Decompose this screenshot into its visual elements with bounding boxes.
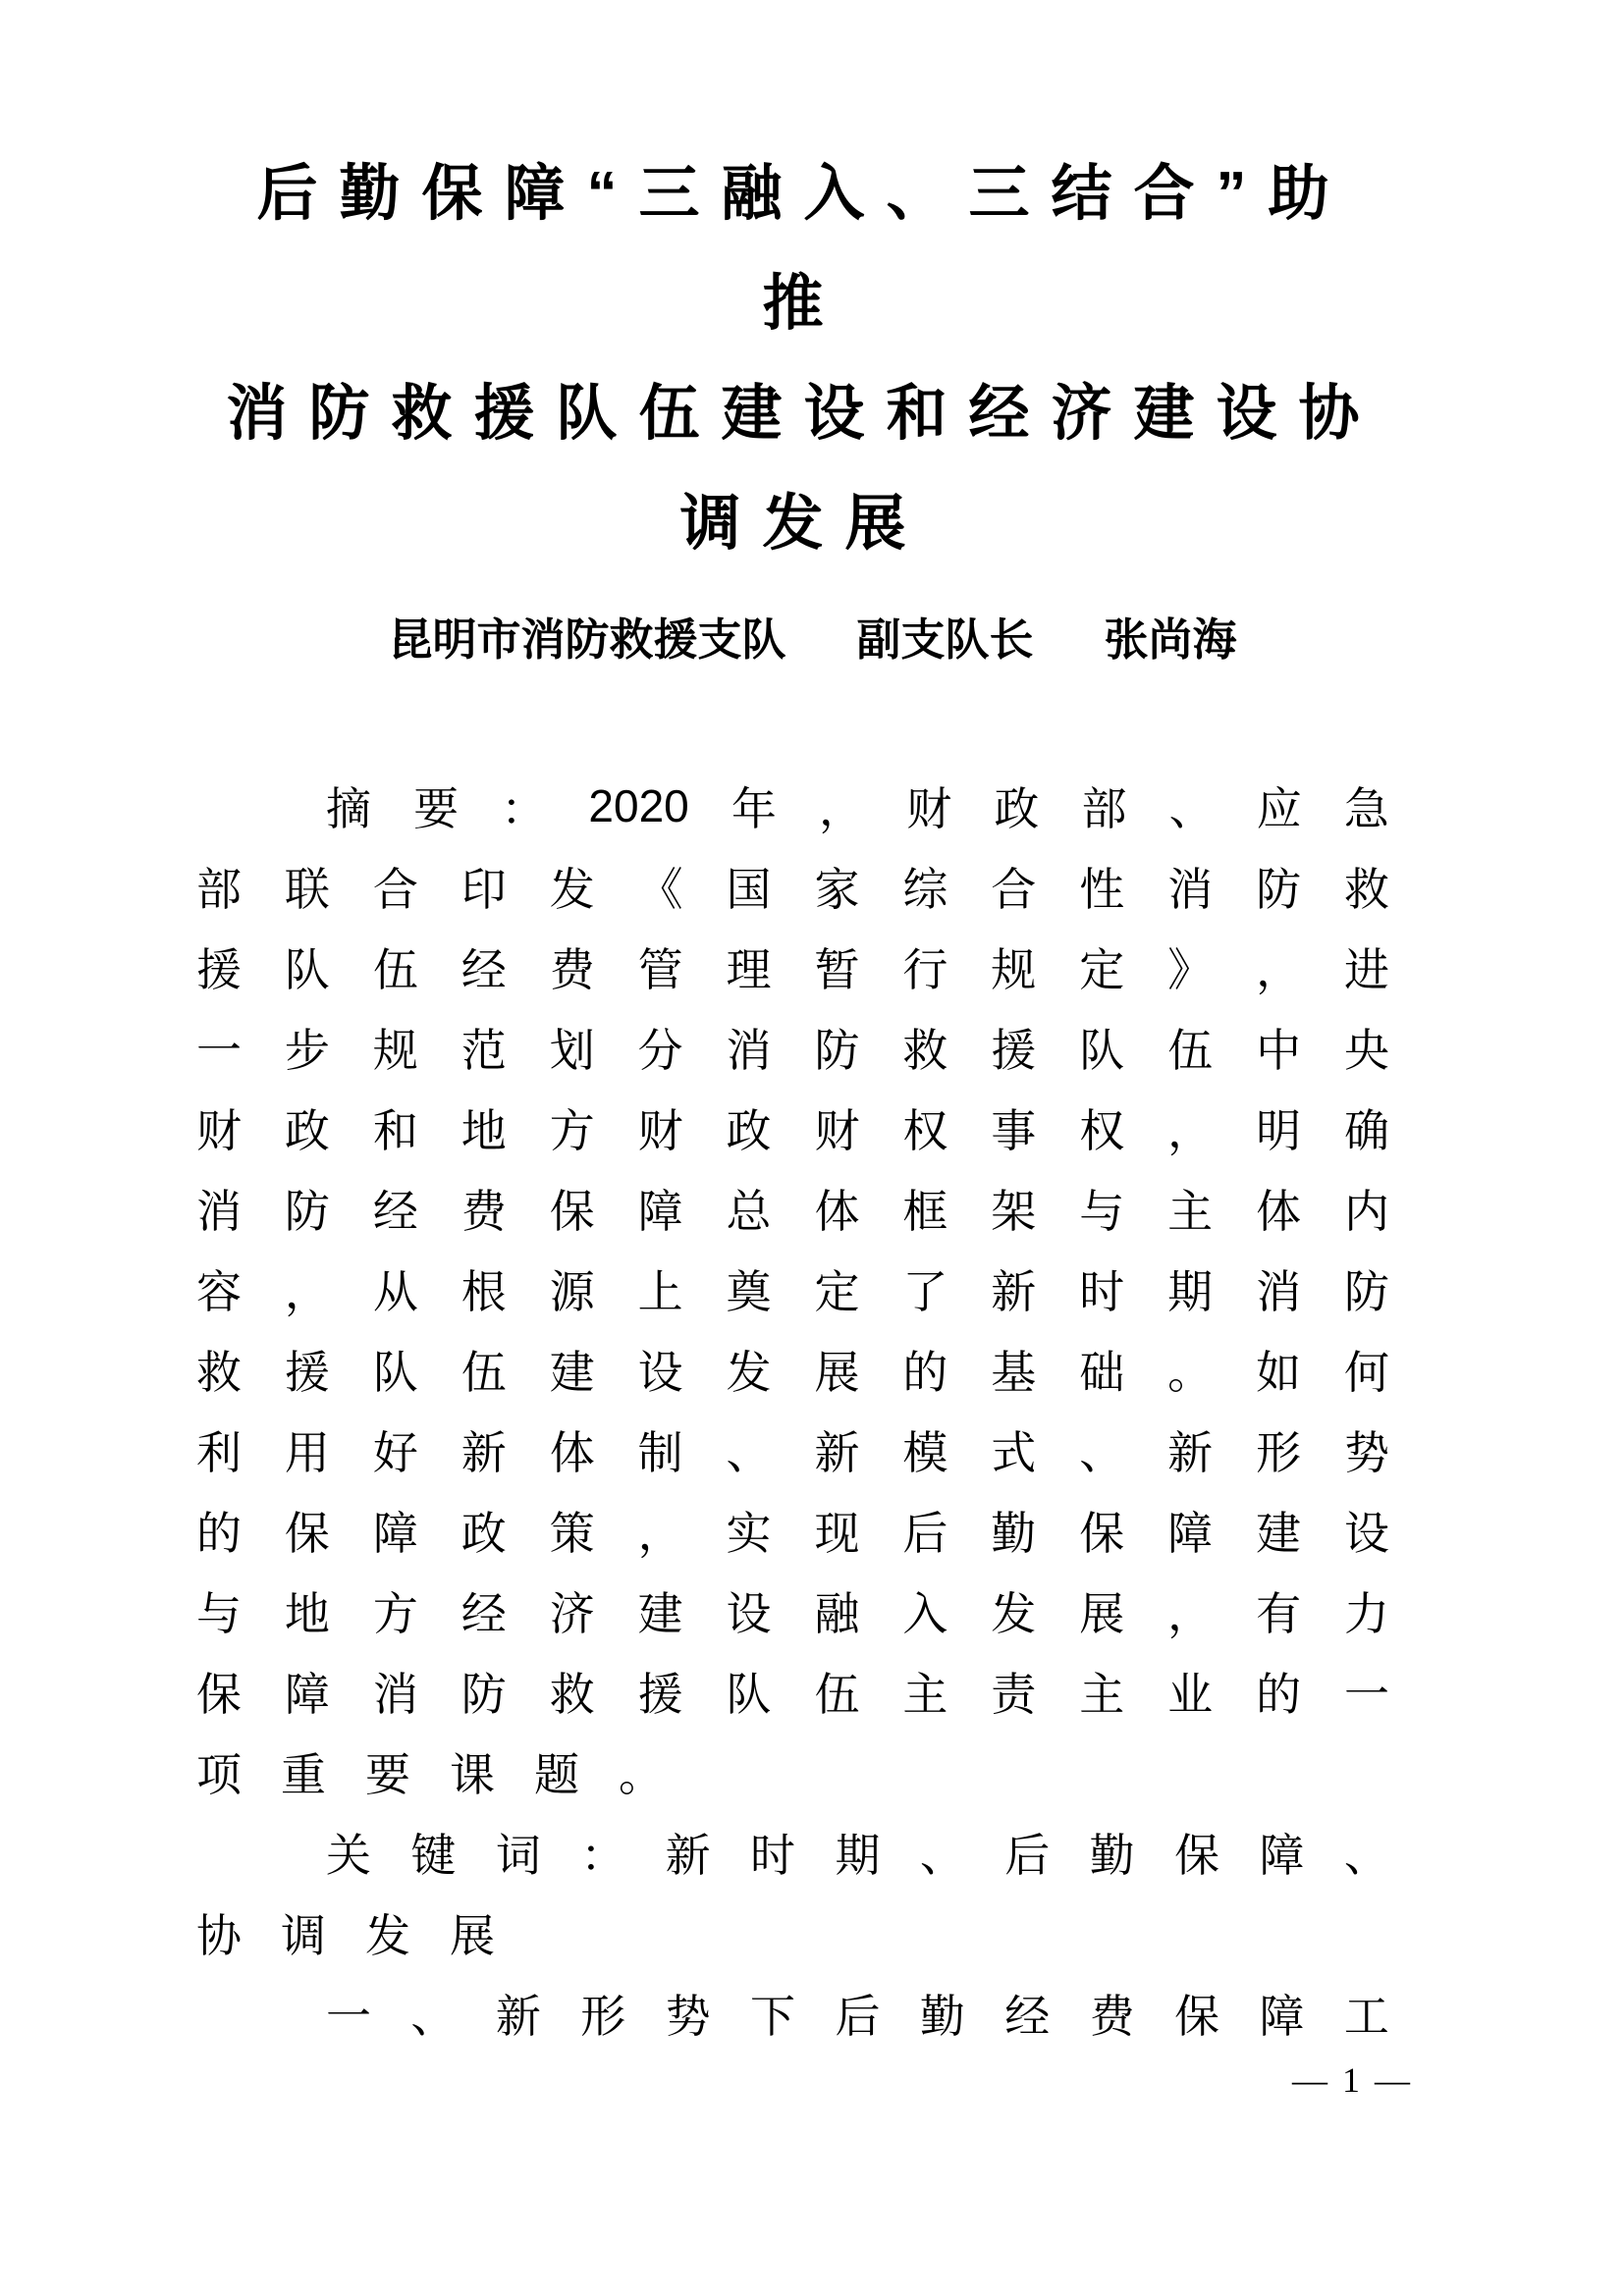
text-line xyxy=(196,927,1389,1007)
text-token: 队 xyxy=(372,1347,418,1398)
text-token: 的 xyxy=(902,1347,948,1398)
text-token: 时 xyxy=(1079,1266,1125,1317)
text-token: 明 xyxy=(1256,1105,1302,1156)
text-token: 后 xyxy=(1004,1830,1051,1881)
text-token: 新 xyxy=(991,1266,1037,1317)
text-token: 制 xyxy=(637,1427,683,1478)
text-token: 体 xyxy=(1256,1186,1302,1237)
text-token: 政 xyxy=(460,1508,507,1559)
text-token: 队 xyxy=(284,944,330,995)
text-token: 工 xyxy=(1343,1991,1389,2042)
text-token: 财 xyxy=(196,1105,242,1156)
text-token: 暂 xyxy=(814,944,860,995)
text-token: 实 xyxy=(726,1508,772,1559)
text-token: 、 xyxy=(1343,1830,1389,1881)
text-token: 规 xyxy=(372,1025,418,1076)
text-token: 救 xyxy=(1343,864,1389,915)
text-token: 一 xyxy=(1343,1669,1389,1720)
text-token: 权 xyxy=(902,1105,948,1156)
text-token: 重 xyxy=(281,1749,326,1800)
text-token: 经 xyxy=(460,944,507,995)
text-token: 综 xyxy=(902,864,948,915)
text-token: 援 xyxy=(284,1347,330,1398)
text-token: 消 xyxy=(196,1186,242,1237)
text-line xyxy=(196,1973,1389,2054)
text-token: 勤 xyxy=(919,1991,965,2042)
text-token: 。 xyxy=(619,1749,664,1800)
text-token: 期 xyxy=(1167,1266,1214,1317)
text-token: 形 xyxy=(1256,1427,1302,1478)
text-token: 队 xyxy=(1079,1025,1125,1076)
text-token: 防 xyxy=(814,1025,860,1076)
text-line xyxy=(196,1893,1389,1973)
text-token: 划 xyxy=(549,1025,595,1076)
text-token: 财 xyxy=(814,1105,860,1156)
text-token: 方 xyxy=(549,1105,595,1156)
text-token: 何 xyxy=(1343,1347,1389,1398)
text-token: 勤 xyxy=(991,1508,1037,1559)
text-token: 地 xyxy=(284,1588,330,1639)
text-token: 费 xyxy=(460,1186,507,1237)
text-token: 印 xyxy=(460,864,507,915)
text-token: 发 xyxy=(726,1347,772,1398)
text-token: 上 xyxy=(637,1266,683,1317)
text-token: 保 xyxy=(196,1669,242,1720)
text-token: 伍 xyxy=(814,1669,860,1720)
text-line xyxy=(196,846,1389,927)
text-token: 容 xyxy=(196,1266,242,1317)
text-token: 救 xyxy=(902,1025,948,1076)
text-line xyxy=(196,1249,1389,1329)
text-token: 源 xyxy=(549,1266,595,1317)
text-token: 防 xyxy=(1343,1266,1389,1317)
text-token: 利 xyxy=(196,1427,242,1478)
text-token: 架 xyxy=(991,1186,1037,1237)
text-token: 费 xyxy=(549,944,595,995)
text-token: 用 xyxy=(284,1427,330,1478)
text-token: 键 xyxy=(410,1830,457,1881)
text-token: ， xyxy=(637,1508,683,1559)
text-token: 融 xyxy=(814,1588,860,1639)
text-token: 好 xyxy=(372,1427,418,1478)
text-token: 保 xyxy=(1174,1830,1220,1881)
text-token: 时 xyxy=(750,1830,796,1881)
text-token: 障 xyxy=(1259,1991,1305,2042)
title-line-3: 消防救援队伍建设和经济建设协 xyxy=(226,380,1381,448)
text-token: 障 xyxy=(1167,1508,1214,1559)
text-token: 急 xyxy=(1343,783,1389,834)
text-token: 主 xyxy=(1167,1186,1214,1237)
text-token: 设 xyxy=(637,1347,683,1398)
text-token: 、 xyxy=(410,1991,457,2042)
text-token: 下 xyxy=(750,1991,796,2042)
text-token: 伍 xyxy=(460,1347,507,1398)
text-token: 定 xyxy=(814,1266,860,1317)
text-token: 部 xyxy=(1081,783,1127,834)
text-token: ， xyxy=(1167,1588,1214,1639)
text-token: 新 xyxy=(1167,1427,1214,1478)
text-token: 框 xyxy=(902,1186,948,1237)
text-token: 关 xyxy=(326,1830,371,1881)
byline-unit: 昆明市消防救援支队 xyxy=(388,614,786,665)
text-token: 2020 xyxy=(588,780,689,831)
text-token: 业 xyxy=(1167,1669,1214,1720)
text-token: 建 xyxy=(1256,1508,1302,1559)
text-token: 进 xyxy=(1343,944,1389,995)
text-token: 一 xyxy=(326,1991,371,2042)
text-token: 财 xyxy=(637,1105,683,1156)
text-token: 新 xyxy=(665,1830,711,1881)
text-token: 题 xyxy=(534,1749,579,1800)
text-token: 政 xyxy=(284,1105,330,1156)
text-token: 地 xyxy=(460,1105,507,1156)
text-token: ： xyxy=(580,1830,626,1881)
text-token: 队 xyxy=(726,1669,772,1720)
text-token: 政 xyxy=(726,1105,772,1156)
text-token: 确 xyxy=(1343,1105,1389,1156)
text-token: 新 xyxy=(460,1427,507,1478)
text-token: 从 xyxy=(372,1266,418,1317)
text-token: 力 xyxy=(1343,1588,1389,1639)
text-token: 总 xyxy=(726,1186,772,1237)
text-token: 一 xyxy=(196,1025,242,1076)
title-line-1: 后勤保障“三融入、三结合”助 xyxy=(256,160,1351,228)
title-line-2: 推 xyxy=(762,270,845,338)
text-token: 建 xyxy=(637,1588,683,1639)
text-token: 入 xyxy=(902,1588,948,1639)
text-token: 与 xyxy=(196,1588,242,1639)
text-token: ， xyxy=(819,783,865,834)
text-token: 建 xyxy=(549,1347,595,1398)
text-token: 理 xyxy=(726,944,772,995)
text-token: 政 xyxy=(994,783,1040,834)
text-token: 分 xyxy=(637,1025,683,1076)
text-token: 援 xyxy=(196,944,242,995)
text-token: 《 xyxy=(637,864,683,915)
text-token: 部 xyxy=(196,864,242,915)
text-token: 障 xyxy=(372,1508,418,1559)
text-token: 防 xyxy=(460,1669,507,1720)
text-token: 障 xyxy=(637,1186,683,1237)
text-line xyxy=(196,1571,1389,1651)
text-line xyxy=(196,1329,1389,1410)
text-token: 策 xyxy=(549,1508,595,1559)
text-token: 方 xyxy=(372,1588,418,1639)
text-token: 国 xyxy=(726,864,772,915)
text-token: 要 xyxy=(413,783,460,834)
text-token: 展 xyxy=(814,1347,860,1398)
text-token: 形 xyxy=(580,1991,626,2042)
text-token: 要 xyxy=(365,1749,410,1800)
text-token: 项 xyxy=(196,1749,242,1800)
text-token: 调 xyxy=(281,1910,326,1961)
text-token: 如 xyxy=(1256,1347,1302,1398)
text-token: ， xyxy=(1256,944,1302,995)
text-line xyxy=(196,1168,1389,1249)
text-token: 课 xyxy=(450,1749,495,1800)
text-token: 式 xyxy=(991,1427,1037,1478)
text-token: 与 xyxy=(1079,1186,1125,1237)
text-token: 模 xyxy=(902,1427,948,1478)
text-token: 势 xyxy=(665,1991,711,2042)
text-token: 防 xyxy=(1256,864,1302,915)
text-token: 、 xyxy=(919,1830,965,1881)
text-token: 后 xyxy=(835,1991,881,2042)
text-line xyxy=(196,1007,1389,1088)
text-token: 管 xyxy=(637,944,683,995)
text-token: 救 xyxy=(196,1347,242,1398)
text-token: 有 xyxy=(1256,1588,1302,1639)
text-token: 家 xyxy=(814,864,860,915)
text-token: 联 xyxy=(284,864,330,915)
title-line-4: 调发展 xyxy=(679,490,928,558)
text-token: 了 xyxy=(902,1266,948,1317)
text-token: 消 xyxy=(726,1025,772,1076)
text-token: 障 xyxy=(284,1669,330,1720)
text-line xyxy=(196,766,1389,846)
text-token: 防 xyxy=(284,1186,330,1237)
text-token: 经 xyxy=(1004,1991,1051,2042)
text-token: 》 xyxy=(1167,944,1214,995)
text-line xyxy=(196,1088,1389,1168)
text-token: 消 xyxy=(1167,864,1214,915)
text-token: 消 xyxy=(372,1669,418,1720)
text-token: 发 xyxy=(365,1910,410,1961)
text-token: 新 xyxy=(814,1427,860,1478)
text-token: 责 xyxy=(991,1669,1037,1720)
text-line xyxy=(196,1490,1389,1571)
text-token: 经 xyxy=(372,1186,418,1237)
text-token: 定 xyxy=(1079,944,1125,995)
text-token: 勤 xyxy=(1089,1830,1135,1881)
text-token: 设 xyxy=(726,1588,772,1639)
document-title xyxy=(196,139,1389,579)
text-token: 财 xyxy=(906,783,952,834)
text-token: 新 xyxy=(495,1991,541,2042)
text-token: 保 xyxy=(549,1186,595,1237)
text-token: ， xyxy=(284,1266,330,1317)
text-token: 奠 xyxy=(726,1266,772,1317)
text-token: 费 xyxy=(1089,1991,1135,2042)
text-token: 基 xyxy=(991,1347,1037,1398)
text-token: 应 xyxy=(1256,783,1302,834)
text-token: 摘 xyxy=(326,783,371,834)
text-token: 合 xyxy=(991,864,1037,915)
text-line xyxy=(196,1732,1389,1812)
text-token: 主 xyxy=(1079,1669,1125,1720)
text-token: 现 xyxy=(814,1508,860,1559)
text-token: 援 xyxy=(637,1669,683,1720)
text-token: 合 xyxy=(372,864,418,915)
text-token: 事 xyxy=(991,1105,1037,1156)
text-token: 年 xyxy=(731,783,777,834)
text-token: 的 xyxy=(1256,1669,1302,1720)
byline xyxy=(196,595,1409,675)
text-line xyxy=(196,1651,1389,1732)
text-token: 范 xyxy=(460,1025,507,1076)
text-token: 和 xyxy=(372,1105,418,1156)
abstract-body xyxy=(196,766,1389,2054)
text-token: 经 xyxy=(460,1588,507,1639)
text-token: 期 xyxy=(835,1830,881,1881)
text-token: 性 xyxy=(1079,864,1125,915)
byline-author: 张尚海 xyxy=(1104,614,1237,665)
text-token: 、 xyxy=(726,1427,772,1478)
text-token: 势 xyxy=(1343,1427,1389,1478)
text-token: 保 xyxy=(284,1508,330,1559)
text-token: 协 xyxy=(196,1910,242,1961)
text-token: 根 xyxy=(460,1266,507,1317)
text-token: 伍 xyxy=(1167,1025,1214,1076)
page-number: — 1 — xyxy=(1292,2060,1413,2100)
text-token: 央 xyxy=(1343,1025,1389,1076)
text-token: 础 xyxy=(1079,1347,1125,1398)
text-token: 援 xyxy=(991,1025,1037,1076)
text-token: 。 xyxy=(1167,1347,1214,1398)
text-token: 行 xyxy=(902,944,948,995)
text-token: 发 xyxy=(991,1588,1037,1639)
text-token: ： xyxy=(501,783,547,834)
text-token: 、 xyxy=(1168,783,1215,834)
text-token: 消 xyxy=(1256,1266,1302,1317)
text-token: 中 xyxy=(1256,1025,1302,1076)
text-token: 设 xyxy=(1343,1508,1389,1559)
text-token: 规 xyxy=(991,944,1037,995)
text-token: 、 xyxy=(1079,1427,1125,1478)
text-token: 体 xyxy=(549,1427,595,1478)
text-token: 伍 xyxy=(372,944,418,995)
text-token: 展 xyxy=(450,1910,495,1961)
text-token: 障 xyxy=(1259,1830,1305,1881)
text-line xyxy=(196,1812,1389,1893)
text-token: 保 xyxy=(1079,1508,1125,1559)
text-token: 内 xyxy=(1343,1186,1389,1237)
text-token: 体 xyxy=(814,1186,860,1237)
text-token: 的 xyxy=(196,1508,242,1559)
text-token: 济 xyxy=(549,1588,595,1639)
text-token: 展 xyxy=(1079,1588,1125,1639)
text-line xyxy=(196,1410,1389,1490)
text-token: 后 xyxy=(902,1508,948,1559)
text-token: 保 xyxy=(1174,1991,1220,2042)
byline-role: 副支队长 xyxy=(856,614,1034,665)
text-token: 词 xyxy=(495,1830,541,1881)
text-token: 主 xyxy=(902,1669,948,1720)
text-token: 步 xyxy=(284,1025,330,1076)
text-token: 救 xyxy=(549,1669,595,1720)
text-token: ， xyxy=(1167,1105,1214,1156)
text-token: 权 xyxy=(1079,1105,1125,1156)
text-token: 发 xyxy=(549,864,595,915)
